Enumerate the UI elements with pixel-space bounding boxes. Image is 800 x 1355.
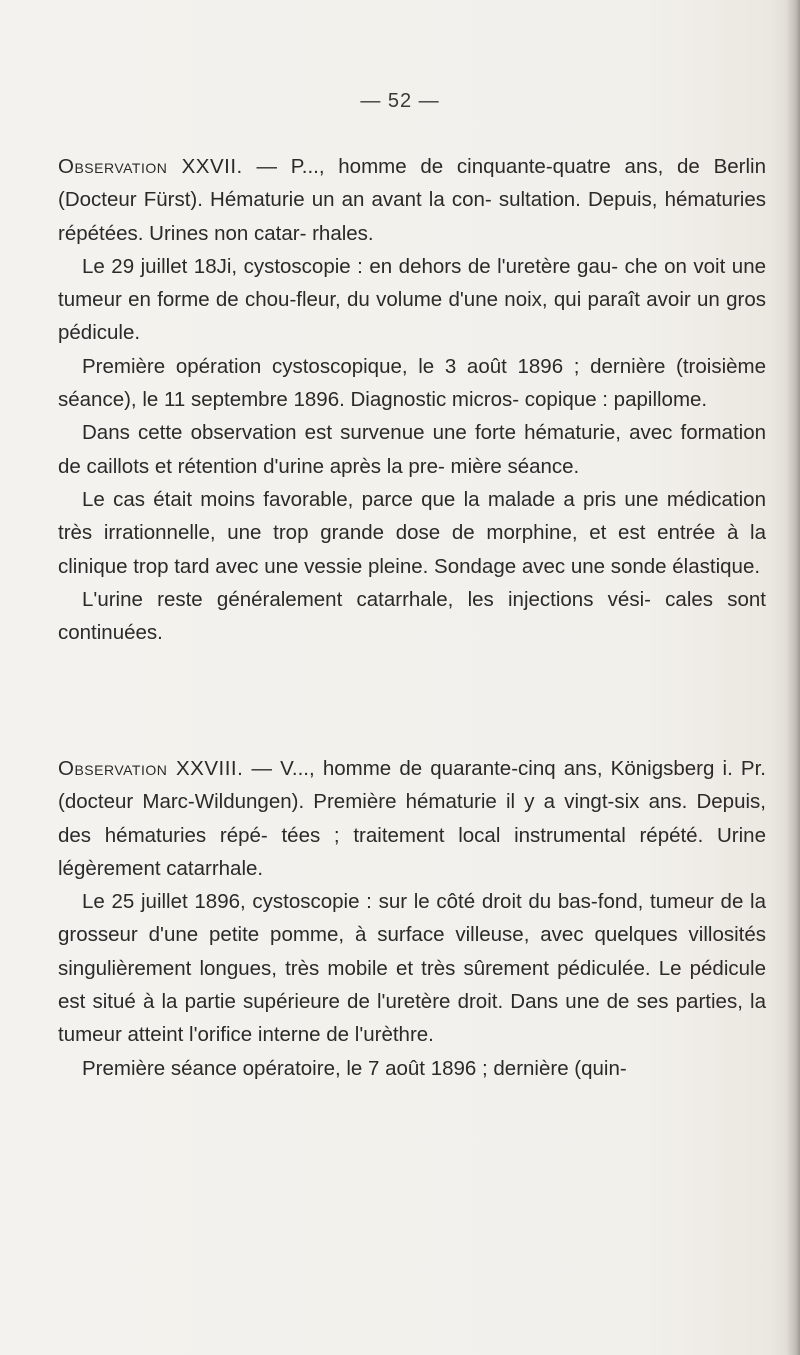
observation-28-title: Observation XXVIII.	[58, 757, 244, 780]
page-edge-shadow	[786, 0, 800, 1355]
observation-27-paragraph-6: L'urine reste généralement catarrhale, les injections vési- cales sont continuées.	[58, 587, 766, 645]
observation-27-title: Observation XXVII.	[58, 155, 243, 178]
observation-27-intro-text: — P..., homme de cinquante-quatre ans, de Berlin (Docteur Fürst). Hématurie un an avant la con- sultation. Depuis, hématuries répétées. Urines non catar- rhales.	[58, 155, 766, 245]
observation-27-paragraph-5: Le cas était moins favorable, parce que la malade a pris une médication très irrationnelle, une trop grande dose de morphine, et est entrée à la clinique trop tard avec une vessie pleine. Sondage avec une sonde élastique.	[58, 487, 766, 578]
observation-28-paragraph-3: Première séance opératoire, le 7 août 1896 ; dernière (quin-	[82, 1056, 627, 1080]
observation-27-paragraph-3: Première opération cystoscopique, le 3 août 1896 ; dernière (troisième séance), le 11 septembre 1896. Diagnostic micros- copique : papillome.	[58, 354, 766, 412]
observation-28-intro	[58, 752, 766, 885]
observation-27-paragraph-2: Le 29 juillet 18Ji, cystoscopie : en dehors de l'uretère gau- che on voit une tumeur en forme de chou-fleur, du volume d'une noix, qui paraît avoir un gros pédicule.	[58, 254, 766, 345]
page-number: — 52 —	[360, 90, 440, 112]
observation-28-intro-text: — V..., homme de quarante-cinq ans, Königsberg i. Pr. (docteur Marc-Wildungen). Première hématurie il y a vingt-six ans. Depuis, des hématuries répé- tées ; traitement local instrumental répété. Urine légèrement catarrhale.	[58, 757, 766, 880]
observation-28	[58, 752, 766, 1085]
observation-28-paragraph-2: Le 25 juillet 1896, cystoscopie : sur le côté droit du bas-fond, tumeur de la grosseur d'une petite pomme, à surface villeuse, avec quelques villosités singulièrement longues, très mobile et très sûrement pédiculée. Le pédicule est situé à la partie supérieure de l'uretère droit. Dans une de ses parties, la tumeur atteint l'orifice interne de l'urèthre.	[58, 890, 766, 1047]
observation-27	[58, 150, 766, 649]
observation-27-paragraph-4: Dans cette observation est survenue une forte hématurie, avec formation de caillots et rétention d'urine après la pre- mière séance.	[58, 421, 766, 478]
observation-27-intro	[58, 150, 766, 250]
